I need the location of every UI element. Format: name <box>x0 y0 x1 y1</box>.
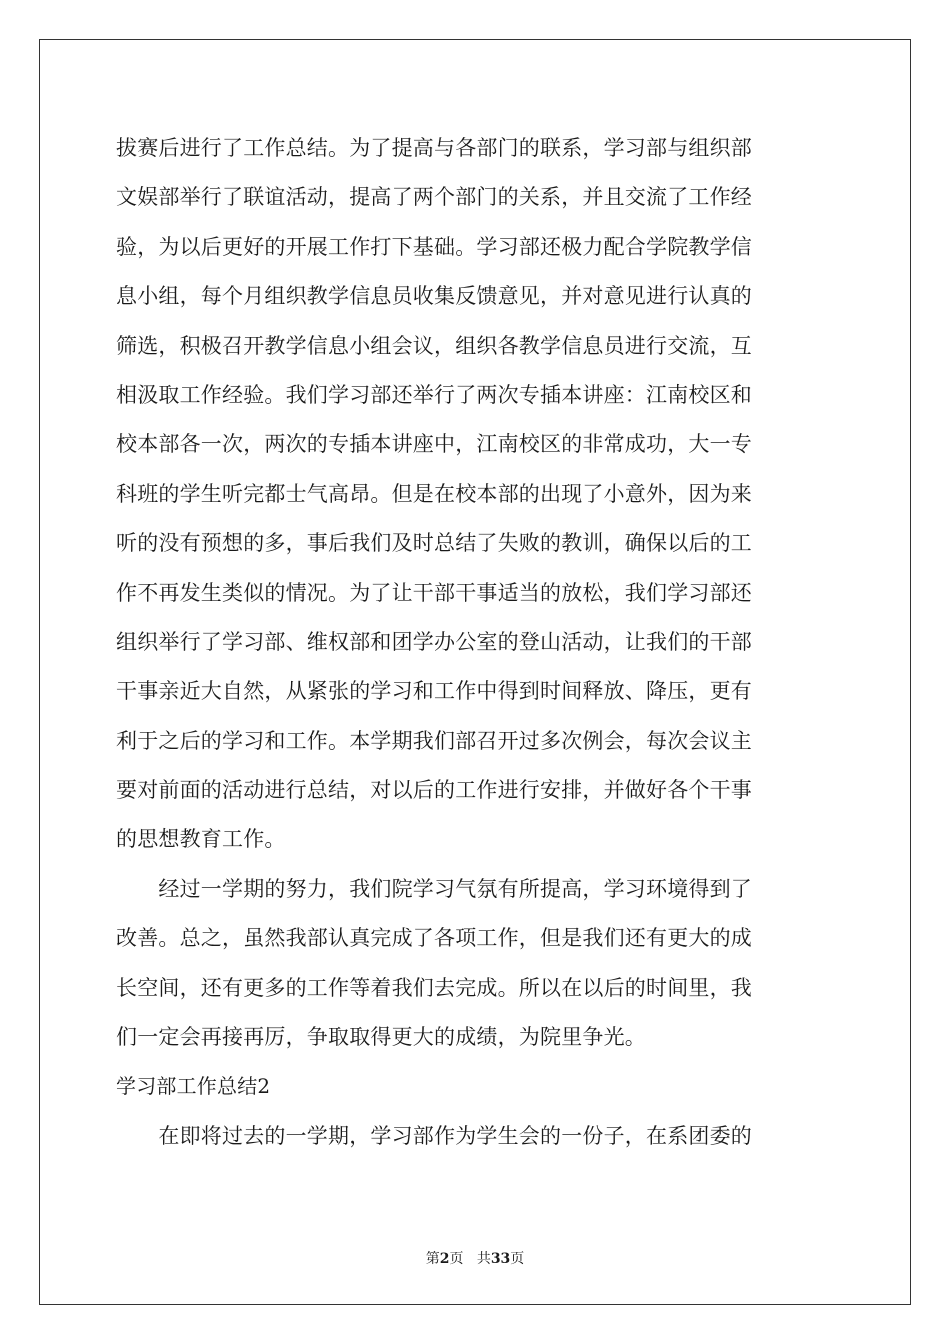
footer-prefix: 第 <box>425 1251 440 1267</box>
text-line: 听的没有预想的多，事后我们及时总结了失败的教训，确保以后的工 <box>116 531 752 556</box>
text-line: 校本部各一次，两次的专插本讲座中，江南校区的非常成功，大一专 <box>116 432 752 457</box>
section-heading: 学习部工作总结2 <box>116 1074 271 1099</box>
text-line: 改善。总之，虽然我部认真完成了各项工作，但是我们还有更大的成 <box>116 926 752 951</box>
page-footer <box>0 1248 950 1268</box>
text-line: 组织举行了学习部、维权部和团学办公室的登山活动，让我们的干部 <box>116 629 752 654</box>
footer-total-prefix: 共 <box>476 1251 491 1267</box>
text-line: 干事亲近大自然，从紧张的学习和工作中得到时间释放、降压，更有 <box>116 679 752 704</box>
text-line: 长空间，还有更多的工作等着我们去完成。所以在以后的时间里，我 <box>116 975 752 1000</box>
document-body <box>116 124 834 1161</box>
text-line: 筛选，积极召开教学信息小组会议，组织各教学信息员进行交流，互 <box>116 333 752 358</box>
text-line: 息小组，每个月组织教学信息员收集反馈意见，并对意见进行认真的 <box>116 284 752 309</box>
text-line: 作不再发生类似的情况。为了让干部干事适当的放松，我们学习部还 <box>116 580 752 605</box>
text-line: 验，为以后更好的开展工作打下基础。学习部还极力配合学院教学信 <box>116 234 752 259</box>
footer-total-suffix: 页 <box>510 1251 525 1267</box>
text-line: 们一定会再接再厉，争取取得更大的成绩，为院里争光。 <box>116 1025 646 1050</box>
footer-total-pages: 33 <box>490 1251 511 1267</box>
text-line: 在即将过去的一学期，学习部作为学生会的一份子，在系团委的 <box>116 1123 752 1148</box>
text-line: 要对前面的活动进行总结，对以后的工作进行安排，并做好各个干事 <box>116 778 752 803</box>
text-line: 经过一学期的努力，我们院学习气氛有所提高，学习环境得到了 <box>116 876 752 901</box>
text-line: 科班的学生听完都士气高昂。但是在校本部的出现了小意外，因为来 <box>116 481 752 506</box>
footer-page-number: 2 <box>439 1251 450 1267</box>
text-line: 的思想教育工作。 <box>116 827 286 852</box>
text-line: 文娱部举行了联谊活动，提高了两个部门的关系，并且交流了工作经 <box>116 185 752 210</box>
text-line: 相汲取工作经验。我们学习部还举行了两次专插本讲座：江南校区和 <box>116 382 752 407</box>
footer-page-suffix: 页 <box>449 1251 464 1267</box>
text-line: 拔赛后进行了工作总结。为了提高与各部门的联系，学习部与组织部 <box>116 136 752 160</box>
text-line: 利于之后的学习和工作。本学期我们部召开过多次例会，每次会议主 <box>116 728 752 753</box>
